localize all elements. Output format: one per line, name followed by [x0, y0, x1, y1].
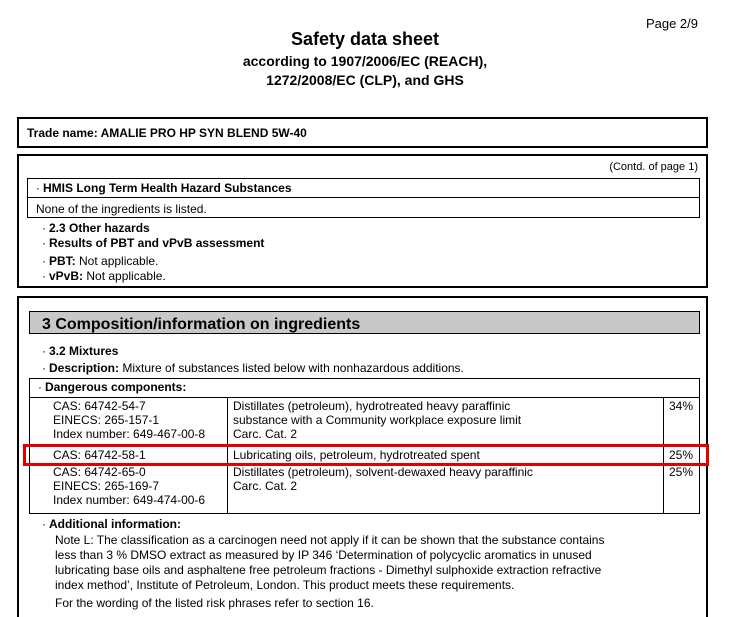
- component-3-cas: CAS: 64742-65-0: [53, 465, 146, 479]
- component-1-name: Distillates (petroleum), hydrotreated heavy paraffinic substance with a Community workplace exposure limit Carc. Cat. 2: [233, 399, 522, 441]
- component-3-name: Distillates (petroleum), solvent-dewaxed heavy paraffinic Carc. Cat. 2: [233, 465, 533, 493]
- section-3-box: [17, 296, 708, 617]
- description-label: Description:: [49, 361, 120, 375]
- component-3-id: [53, 465, 205, 507]
- pbt-results-heading: · Results of PBT and vPvB assessment: [42, 236, 265, 250]
- trade-name-label: Trade name:: [27, 126, 98, 140]
- component-1-index: Index number: 649-467-00-8: [53, 427, 206, 441]
- component-3-einecs: EINECS: 265-169-7: [53, 479, 160, 493]
- pbt-label: PBT:: [49, 254, 76, 268]
- component-3-index: Index number: 649-474-00-6: [53, 493, 206, 507]
- description-line: · Description: Mixture of substances listed below with nonhazardous additions.: [42, 361, 464, 375]
- pbt-value: Not applicable.: [79, 254, 159, 268]
- trade-name: [27, 126, 307, 140]
- other-hazards-heading: · 2.3 Other hazards: [42, 221, 150, 235]
- note-line: Note L: The classification as a carcinogen need not apply if it can be shown that the substance contains: [55, 533, 605, 547]
- section-3-title: 3 Composition/information on ingredients: [29, 311, 700, 334]
- mixtures-heading: · 3.2 Mixtures: [42, 344, 119, 358]
- vpvb-line: · vPvB: Not applicable.: [42, 269, 166, 283]
- trade-name-box: [17, 117, 708, 148]
- pbt-line: · PBT: Not applicable.: [42, 254, 159, 268]
- dangerous-components-heading: · Dangerous components:: [38, 380, 187, 394]
- document-title: Safety data sheet: [290, 29, 440, 49]
- trade-name-value: AMALIE PRO HP SYN BLEND 5W-40: [100, 126, 307, 140]
- document-subtitle-line1: according to 1907/2006/EC (REACH),: [242, 53, 488, 69]
- note-line: index method’, Institute of Petroleum, London. This product meets these requirements.: [55, 578, 515, 592]
- additional-info-heading: · Additional information:: [42, 517, 181, 531]
- vpvb-value: Not applicable.: [86, 269, 166, 283]
- table-header-divider: [30, 397, 699, 398]
- page-number: Page 2/9: [645, 16, 698, 31]
- continued-note: (Contd. of page 1): [609, 161, 698, 173]
- component-1-einecs: EINECS: 265-157-1: [53, 413, 160, 427]
- component-1-cas: CAS: 64742-54-7: [53, 399, 146, 413]
- component-1-id: [53, 399, 205, 441]
- hmis-table: [27, 178, 700, 218]
- hmis-divider: [28, 197, 699, 198]
- component-3-percent: 25%: [669, 465, 694, 479]
- description-value: Mixture of substances listed below with nonhazardous additions.: [122, 361, 464, 375]
- document-subtitle-line2: 1272/2008/EC (CLP), and GHS: [266, 72, 464, 88]
- risk-phrases-note: For the wording of the listed risk phrases refer to section 16.: [55, 596, 374, 610]
- hmis-text: None of the ingredients is listed.: [36, 202, 207, 216]
- hmis-heading: · HMIS Long Term Health Hazard Substances: [36, 181, 292, 195]
- component-2-percent: 25%: [669, 448, 694, 462]
- note-l-paragraph: [55, 533, 703, 593]
- section-2-box: [17, 154, 708, 288]
- component-2-name: Lubricating oils, petroleum, hydrotreated spent: [233, 448, 480, 462]
- note-line: lubricating base oils and asphaltene free petroleum fractions - Dimethyl sulphoxide extraction refractive: [55, 563, 602, 577]
- row-highlight-box: [23, 444, 709, 466]
- vpvb-label: vPvB:: [49, 269, 84, 283]
- note-line: less than 3 % DMSO extract as measured by IP 346 ‘Determination of polycyclic aromatics in unused: [55, 548, 592, 562]
- component-1-percent: 34%: [669, 399, 694, 413]
- component-2-cas: CAS: 64742-58-1: [53, 448, 146, 462]
